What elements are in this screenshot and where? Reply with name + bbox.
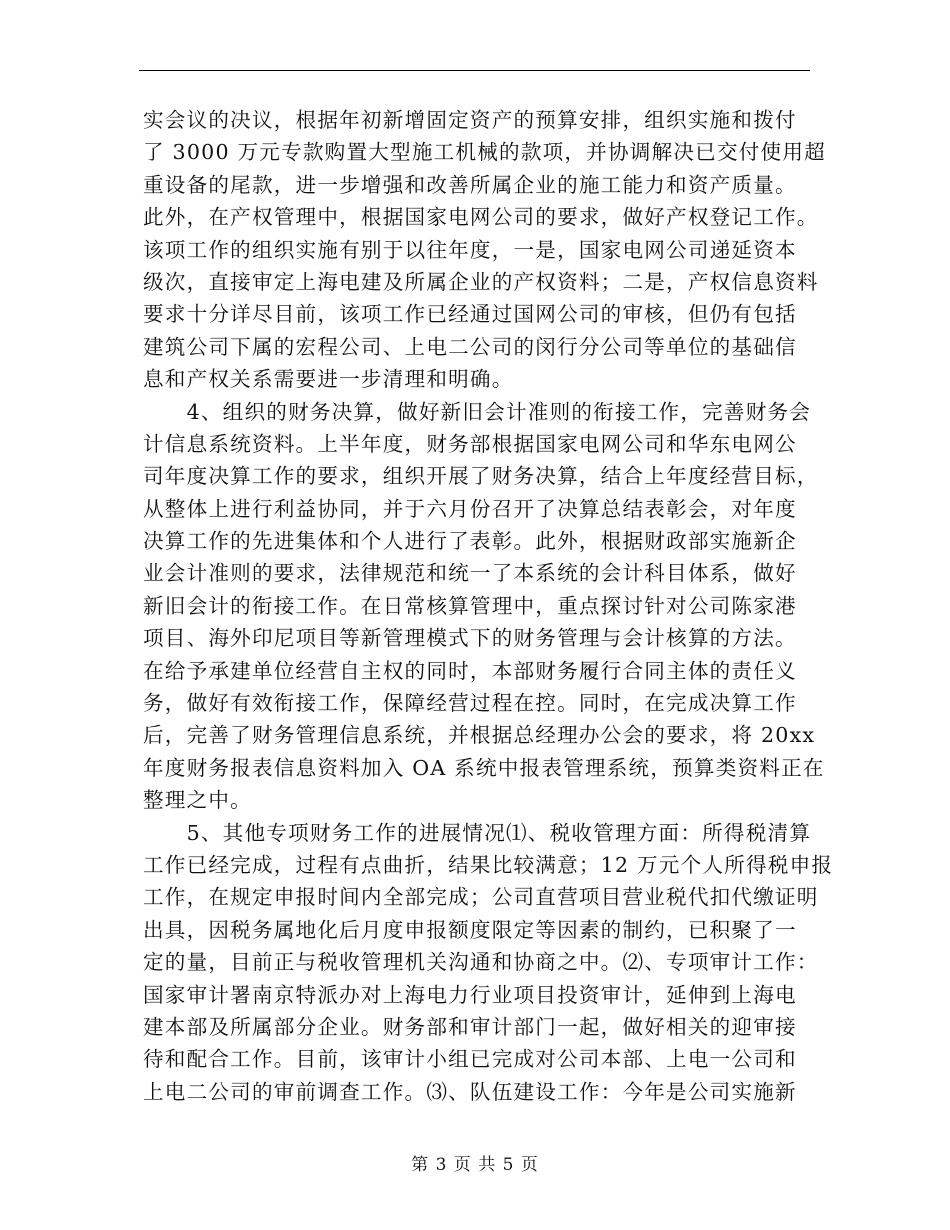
text-line: 息和产权关系需要进一步清理和明确。 <box>143 367 514 392</box>
text-line: 此外，在产权管理中，根据国家电网公司的要求，做好产权登记工作。 <box>143 205 819 230</box>
text-line: 在给予承建单位经营自主权的同时，本部财务履行合同主体的责任义 <box>143 658 797 683</box>
text-line: 计信息系统资料。上半年度，财务部根据国家电网公司和华东电网公 <box>143 431 797 456</box>
text-line: 国家审计署南京特派办对上海电力行业项目投资审计，延伸到上海电 <box>143 982 797 1007</box>
text-line: 项目、海外印尼项目等新管理模式下的财务管理与会计核算的方法。 <box>143 626 797 651</box>
text-line: 决算工作的先进集体和个人进行了表彰。此外，根据财政部实施新企 <box>143 529 797 554</box>
text-line: 建筑公司下属的宏程公司、上电二公司的闵行分公司等单位的基础信 <box>143 334 797 359</box>
text-line: 5、其他专项财务工作的进展情况⑴、税收管理方面：所得税清算 <box>143 820 812 845</box>
text-line: 业会计准则的要求，法律规范和统一了本系统的会计科目体系，做好 <box>143 561 797 586</box>
text-line: 定的量，目前正与税收管理机关沟通和协商之中。⑵、专项审计工作： <box>143 950 819 975</box>
text-line: 新旧会计的衔接工作。在日常核算管理中，重点探讨针对公司陈家港 <box>143 593 797 618</box>
text-line: 整理之中。 <box>143 788 252 813</box>
document-body <box>143 104 834 1108</box>
text-line: 年度财务报表信息资料加入 OA 系统中报表管理系统，预算类资料正在 <box>143 755 825 780</box>
text-line: 上电二公司的审前调查工作。⑶、队伍建设工作：今年是公司实施新 <box>143 1079 797 1104</box>
text-line: 务，做好有效衔接工作，保障经营过程在控。同时，在完成决算工作 <box>143 691 797 716</box>
page-footer: 第 3 页 共 5 页 <box>411 1155 539 1175</box>
text-line: 后，完善了财务管理信息系统，并根据总经理办公会的要求，将 20xx <box>143 723 816 748</box>
text-line: 实会议的决议，根据年初新增固定资产的预算安排，组织实施和拨付 <box>143 108 797 132</box>
text-line: 待和配合工作。目前，该审计小组已完成对公司本部、上电一公司和 <box>143 1047 797 1072</box>
text-line: 该项工作的组织实施有别于以往年度，一是，国家电网公司递延资本 <box>143 237 797 262</box>
text-line: 工作，在规定申报时间内全部完成；公司直营项目营业税代扣代缴证明 <box>143 885 819 910</box>
text-line: 工作已经完成，过程有点曲折，结果比较满意；12 万元个人所得税申报 <box>143 852 834 877</box>
text-line: 重设备的尾款，进一步增强和改善所属企业的施工能力和资产质量。 <box>143 172 797 197</box>
text-line: 4、组织的财务决算，做好新旧会计准则的衔接工作，完善财务会 <box>143 399 812 424</box>
text-line: 级次，直接审定上海电建及所属企业的产权资料；二是，产权信息资料 <box>143 269 819 294</box>
text-line: 从整体上进行利益协同，并于六月份召开了决算总结表彰会，对年度 <box>143 496 797 521</box>
text-line: 司年度决算工作的要求，组织开展了财务决算，结合上年度经营目标， <box>143 464 819 489</box>
text-line: 要求十分详尽目前，该项工作已经通过国网公司的审核，但仍有包括 <box>143 302 797 327</box>
text-line: 建本部及所属部分企业。财务部和审计部门一起，做好相关的迎审接 <box>143 1014 797 1039</box>
text-line: 了 3000 万元专款购置大型施工机械的款项，并协调解决已交付使用超 <box>143 140 826 165</box>
text-line: 出具，因税务属地化后月度申报额度限定等因素的制约，已积聚了一 <box>143 917 797 942</box>
header-rule <box>139 70 810 71</box>
